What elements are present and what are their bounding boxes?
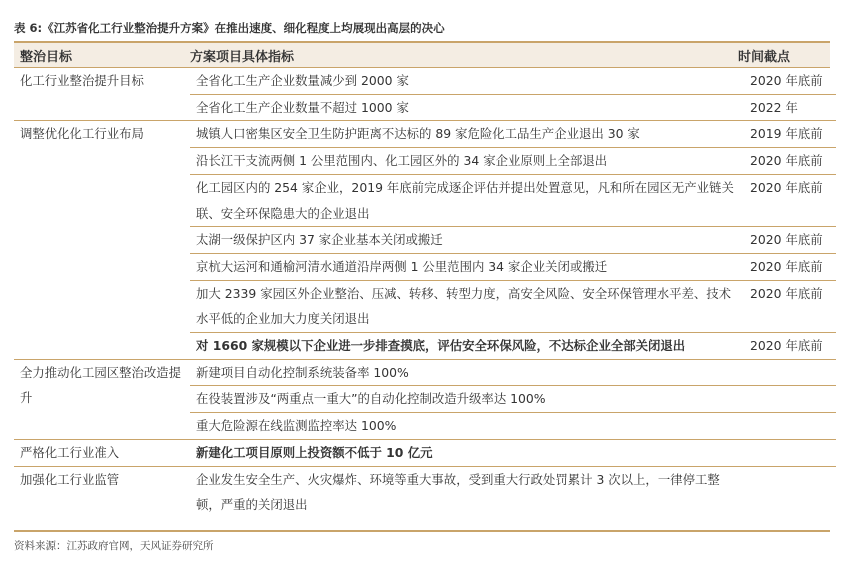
time-cell	[744, 413, 836, 440]
item-cell: 沿长江干支流两侧 1 公里范围内、化工园区外的 34 家企业原则上全部退出	[190, 148, 744, 175]
header-item: 方案项目具体指标	[190, 50, 295, 65]
time-cell: 2022 年	[744, 94, 836, 121]
item-cell: 在役装置涉及“两重点一重大”的自动化控制改造升级率达 100%	[190, 386, 744, 413]
time-cell: 2020 年底前	[744, 227, 836, 254]
header-goal: 整治目标	[20, 50, 73, 65]
table-row	[14, 68, 836, 94]
goal-cell: 加强化工行业监管	[14, 466, 190, 518]
item-cell: 企业发生安全生产、火灾爆炸、环境等重大事故，受到重大行政处罚累计 3 次以上，一律停工整顿，严重的关闭退出	[190, 466, 744, 518]
item-cell: 新建化工项目原则上投资额不低于 10 亿元	[190, 439, 744, 466]
time-cell: 2019 年底前	[744, 121, 836, 148]
item-cell: 京杭大运河和通榆河清水通道沿岸两侧 1 公里范围内 34 家企业关闭或搬迁	[190, 253, 744, 280]
item-cell: 对 1660 家规模以下企业进一步排查摸底，评估安全环保风险，不达标企业全部关闭退出	[190, 333, 744, 360]
time-cell: 2020 年底前	[750, 73, 823, 88]
item-cell: 城镇人口密集区安全卫生防护距离不达标的 89 家危险化工品生产企业退出 30 家	[190, 121, 744, 148]
table-row	[14, 121, 836, 148]
item-cell: 重大危险源在线监测监控率达 100%	[190, 413, 744, 440]
time-cell: 2020 年底前	[744, 174, 836, 226]
time-cell	[744, 439, 836, 466]
goal-cell: 化工行业整治提升目标	[20, 73, 144, 88]
item-cell: 太湖一级保护区内 37 家企业基本关闭或搬迁	[190, 227, 744, 254]
header-background	[14, 43, 830, 67]
table-row	[14, 439, 836, 466]
time-cell	[744, 359, 836, 386]
policy-table	[14, 68, 836, 518]
goal-cell: 严格化工行业准入	[14, 439, 190, 466]
table-row	[14, 359, 836, 386]
bottom-rule	[14, 530, 830, 532]
item-cell: 全省化工生产企业数量不超过 1000 家	[190, 94, 744, 121]
table-title: 表 6:《江苏省化工行业整治提升方案》在推出速度、细化程度上均展现出高层的决心	[14, 21, 445, 35]
item-cell: 新建项目自动化控制系统装备率 100%	[190, 359, 744, 386]
goal-cell: 调整优化化工行业布局	[14, 121, 190, 359]
item-cell: 加大 2339 家园区外企业整治、压减、转移、转型力度，高安全风险、安全环保管理水平差、技术水平低的企业加大力度关闭退出	[190, 280, 744, 332]
item-cell: 化工园区内的 254 家企业，2019 年底前完成逐企评估并提出处置意见，凡和所在园区无产业链关联、安全环保隐患大的企业退出	[190, 174, 744, 226]
goal-cell: 全力推动化工园区整治改造提升	[14, 359, 190, 439]
header-time: 时间截点	[738, 50, 791, 65]
time-cell: 2020 年底前	[744, 280, 836, 332]
time-cell: 2020 年底前	[744, 333, 836, 360]
time-cell: 2020 年底前	[744, 253, 836, 280]
item-cell: 全省化工生产企业数量减少到 2000 家	[196, 73, 409, 88]
time-cell	[744, 386, 836, 413]
source-note: 资料来源：江苏政府官网，天风证券研究所	[14, 540, 214, 552]
time-cell	[744, 466, 836, 518]
time-cell: 2020 年底前	[744, 148, 836, 175]
table-row	[14, 466, 836, 518]
